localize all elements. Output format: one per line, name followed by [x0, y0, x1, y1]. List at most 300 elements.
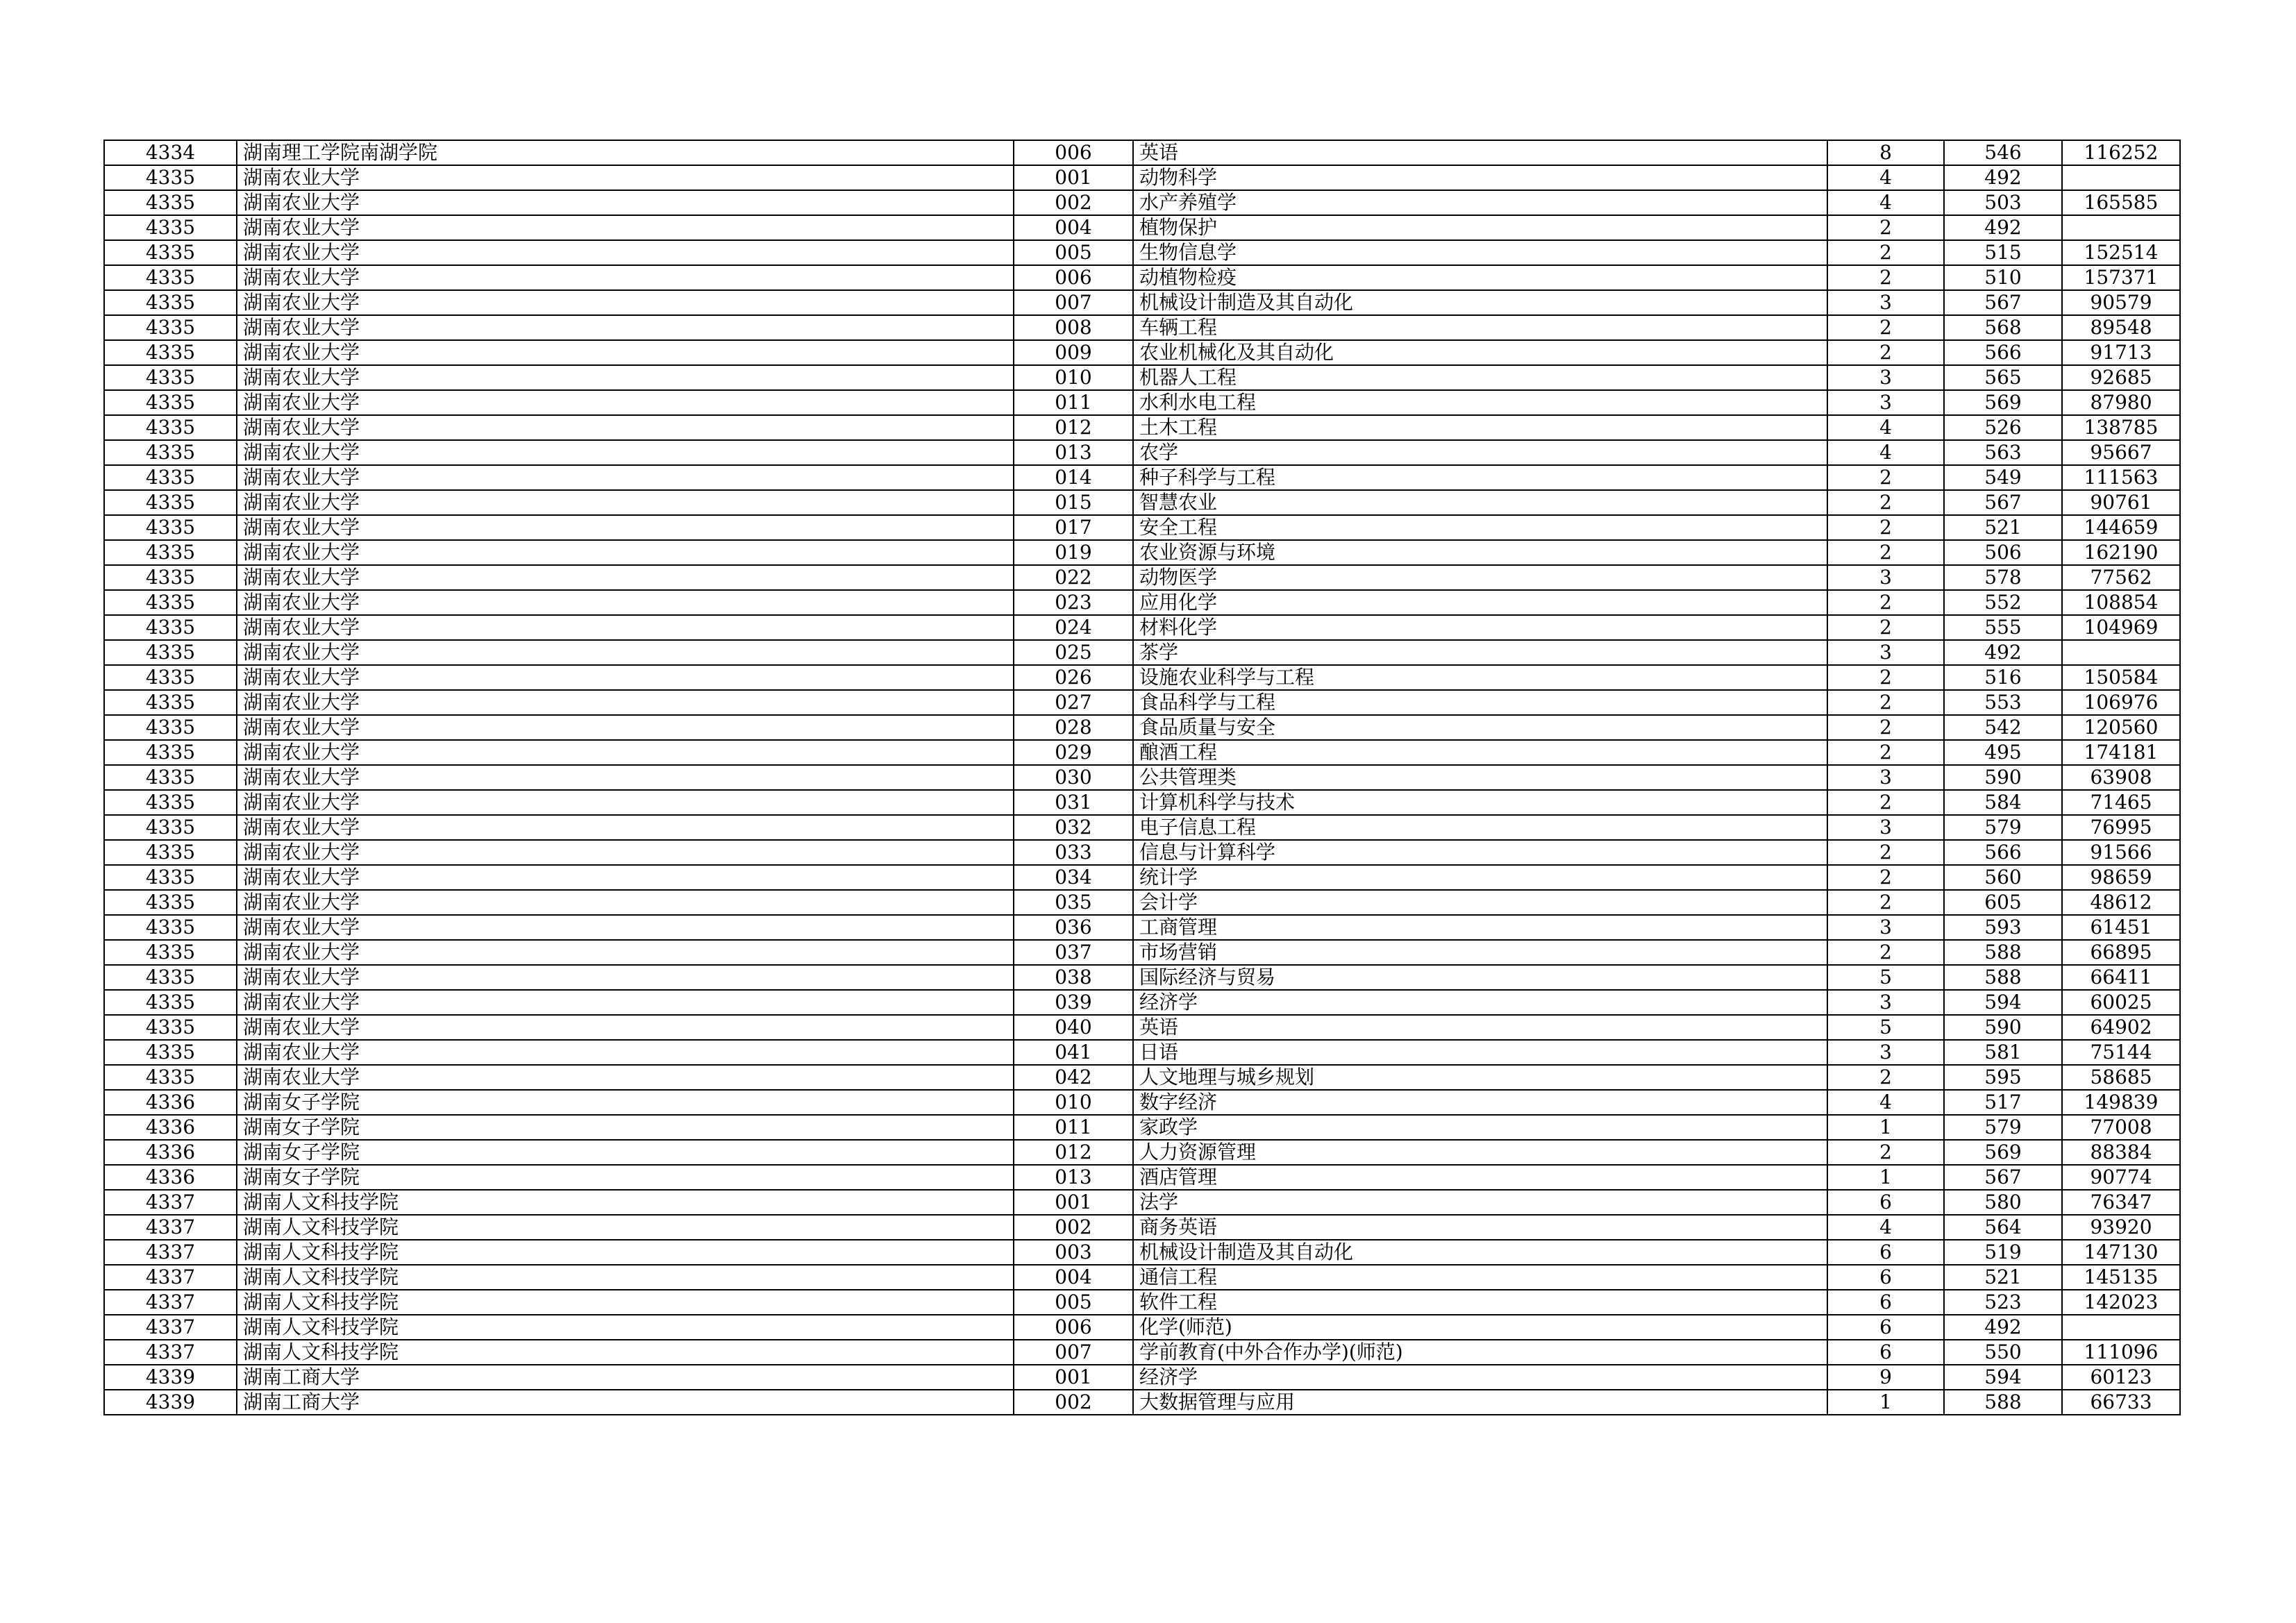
- table-row: [104, 1165, 2180, 1190]
- school-name-cell: 湖南农业大学: [237, 290, 1014, 315]
- major-name-cell: 国际经济与贸易: [1133, 965, 1827, 990]
- major-name-cell: 学前教育(中外合作办学)(师范): [1133, 1340, 1827, 1365]
- table-row: [104, 715, 2180, 740]
- min-score-cell: 521: [1944, 1265, 2062, 1290]
- min-rank-cell: 142023: [2062, 1290, 2180, 1315]
- school-name-cell: 湖南农业大学: [237, 415, 1014, 440]
- plan-count-cell: 4: [1827, 190, 1944, 215]
- table-row: [104, 1390, 2180, 1415]
- plan-count-cell: 2: [1827, 665, 1944, 690]
- major-code-cell: 037: [1014, 940, 1133, 965]
- school-code-cell: 4337: [104, 1290, 237, 1315]
- school-name-cell: 湖南农业大学: [237, 890, 1014, 915]
- plan-count-cell: 6: [1827, 1315, 1944, 1340]
- school-code-cell: 4335: [104, 640, 237, 665]
- major-name-cell: 电子信息工程: [1133, 815, 1827, 840]
- major-code-cell: 026: [1014, 665, 1133, 690]
- min-rank-cell: 95667: [2062, 440, 2180, 465]
- plan-count-cell: 6: [1827, 1265, 1944, 1290]
- major-name-cell: 化学(师范): [1133, 1315, 1827, 1340]
- plan-count-cell: 3: [1827, 565, 1944, 590]
- major-name-cell: 法学: [1133, 1190, 1827, 1215]
- major-name-cell: 大数据管理与应用: [1133, 1390, 1827, 1415]
- min-rank-cell: 66411: [2062, 965, 2180, 990]
- plan-count-cell: 2: [1827, 515, 1944, 540]
- school-code-cell: 4335: [104, 465, 237, 490]
- min-rank-cell: 91566: [2062, 840, 2180, 865]
- school-name-cell: 湖南农业大学: [237, 490, 1014, 515]
- min-rank-cell: 90579: [2062, 290, 2180, 315]
- min-score-cell: 523: [1944, 1290, 2062, 1315]
- major-name-cell: 食品科学与工程: [1133, 690, 1827, 715]
- min-score-cell: 580: [1944, 1190, 2062, 1215]
- school-code-cell: 4337: [104, 1315, 237, 1340]
- min-score-cell: 581: [1944, 1040, 2062, 1065]
- school-code-cell: 4337: [104, 1215, 237, 1240]
- major-name-cell: 英语: [1133, 1015, 1827, 1040]
- school-code-cell: 4339: [104, 1390, 237, 1415]
- table-row: [104, 990, 2180, 1015]
- school-code-cell: 4335: [104, 1015, 237, 1040]
- school-code-cell: 4335: [104, 690, 237, 715]
- min-score-cell: 560: [1944, 865, 2062, 890]
- major-name-cell: 统计学: [1133, 865, 1827, 890]
- major-code-cell: 005: [1014, 240, 1133, 265]
- major-code-cell: 023: [1014, 590, 1133, 615]
- major-name-cell: 英语: [1133, 140, 1827, 165]
- min-rank-cell: 106976: [2062, 690, 2180, 715]
- min-rank-cell: 60025: [2062, 990, 2180, 1015]
- major-name-cell: 车辆工程: [1133, 315, 1827, 340]
- table-row: [104, 640, 2180, 665]
- school-name-cell: 湖南农业大学: [237, 865, 1014, 890]
- min-rank-cell: [2062, 640, 2180, 665]
- min-score-cell: 567: [1944, 290, 2062, 315]
- table-row: [104, 1290, 2180, 1315]
- school-name-cell: 湖南女子学院: [237, 1115, 1014, 1140]
- major-name-cell: 酿酒工程: [1133, 740, 1827, 765]
- plan-count-cell: 3: [1827, 915, 1944, 940]
- major-name-cell: 应用化学: [1133, 590, 1827, 615]
- school-name-cell: 湖南农业大学: [237, 690, 1014, 715]
- plan-count-cell: 2: [1827, 590, 1944, 615]
- plan-count-cell: 1: [1827, 1115, 1944, 1140]
- table-row: [104, 1190, 2180, 1215]
- plan-count-cell: 5: [1827, 1015, 1944, 1040]
- major-code-cell: 012: [1014, 415, 1133, 440]
- table-row: [104, 840, 2180, 865]
- table-row: [104, 1340, 2180, 1365]
- table-row: [104, 1040, 2180, 1065]
- school-name-cell: 湖南女子学院: [237, 1090, 1014, 1115]
- school-code-cell: 4335: [104, 965, 237, 990]
- min-score-cell: 584: [1944, 790, 2062, 815]
- major-name-cell: 人力资源管理: [1133, 1140, 1827, 1165]
- school-name-cell: 湖南农业大学: [237, 240, 1014, 265]
- min-rank-cell: 157371: [2062, 265, 2180, 290]
- major-code-cell: 006: [1014, 1315, 1133, 1340]
- table-row: [104, 1115, 2180, 1140]
- plan-count-cell: 8: [1827, 140, 1944, 165]
- major-code-cell: 013: [1014, 440, 1133, 465]
- table-row: [104, 765, 2180, 790]
- table-row: [104, 165, 2180, 190]
- table-body: [104, 140, 2180, 1415]
- min-rank-cell: 150584: [2062, 665, 2180, 690]
- plan-count-cell: 3: [1827, 390, 1944, 415]
- min-rank-cell: 61451: [2062, 915, 2180, 940]
- min-score-cell: 595: [1944, 1065, 2062, 1090]
- table-row: [104, 1065, 2180, 1090]
- school-code-cell: 4337: [104, 1240, 237, 1265]
- min-rank-cell: 76347: [2062, 1190, 2180, 1215]
- school-code-cell: 4335: [104, 265, 237, 290]
- school-name-cell: 湖南工商大学: [237, 1365, 1014, 1390]
- min-score-cell: 588: [1944, 940, 2062, 965]
- min-rank-cell: 165585: [2062, 190, 2180, 215]
- major-name-cell: 机械设计制造及其自动化: [1133, 290, 1827, 315]
- plan-count-cell: 2: [1827, 740, 1944, 765]
- min-rank-cell: 64902: [2062, 1015, 2180, 1040]
- major-name-cell: 软件工程: [1133, 1290, 1827, 1315]
- table-row: [104, 1265, 2180, 1290]
- plan-count-cell: 2: [1827, 1065, 1944, 1090]
- major-name-cell: 生物信息学: [1133, 240, 1827, 265]
- major-code-cell: 001: [1014, 1190, 1133, 1215]
- school-code-cell: 4337: [104, 1190, 237, 1215]
- school-code-cell: 4335: [104, 665, 237, 690]
- major-name-cell: 市场营销: [1133, 940, 1827, 965]
- major-code-cell: 039: [1014, 990, 1133, 1015]
- table-row: [104, 440, 2180, 465]
- school-code-cell: 4335: [104, 440, 237, 465]
- plan-count-cell: 4: [1827, 1090, 1944, 1115]
- min-rank-cell: 66895: [2062, 940, 2180, 965]
- major-name-cell: 数字经济: [1133, 1090, 1827, 1115]
- school-name-cell: 湖南农业大学: [237, 390, 1014, 415]
- school-name-cell: 湖南农业大学: [237, 590, 1014, 615]
- school-name-cell: 湖南人文科技学院: [237, 1290, 1014, 1315]
- table-row: [104, 190, 2180, 215]
- min-score-cell: 492: [1944, 640, 2062, 665]
- min-rank-cell: 91713: [2062, 340, 2180, 365]
- plan-count-cell: 2: [1827, 1140, 1944, 1165]
- major-code-cell: 033: [1014, 840, 1133, 865]
- table-row: [104, 315, 2180, 340]
- school-code-cell: 4335: [104, 340, 237, 365]
- min-rank-cell: 108854: [2062, 590, 2180, 615]
- major-code-cell: 009: [1014, 340, 1133, 365]
- school-name-cell: 湖南农业大学: [237, 265, 1014, 290]
- school-name-cell: 湖南人文科技学院: [237, 1215, 1014, 1240]
- table-row: [104, 1240, 2180, 1265]
- min-rank-cell: 58685: [2062, 1065, 2180, 1090]
- major-code-cell: 038: [1014, 965, 1133, 990]
- school-code-cell: 4335: [104, 540, 237, 565]
- min-score-cell: 521: [1944, 515, 2062, 540]
- min-rank-cell: 116252: [2062, 140, 2180, 165]
- major-name-cell: 安全工程: [1133, 515, 1827, 540]
- school-name-cell: 湖南工商大学: [237, 1390, 1014, 1415]
- major-code-cell: 042: [1014, 1065, 1133, 1090]
- major-code-cell: 006: [1014, 140, 1133, 165]
- min-score-cell: 578: [1944, 565, 2062, 590]
- min-score-cell: 566: [1944, 340, 2062, 365]
- major-code-cell: 007: [1014, 290, 1133, 315]
- plan-count-cell: 5: [1827, 965, 1944, 990]
- table-row: [104, 240, 2180, 265]
- school-code-cell: 4335: [104, 590, 237, 615]
- min-score-cell: 515: [1944, 240, 2062, 265]
- table-row: [104, 665, 2180, 690]
- plan-count-cell: 6: [1827, 1340, 1944, 1365]
- min-rank-cell: 162190: [2062, 540, 2180, 565]
- school-name-cell: 湖南农业大学: [237, 940, 1014, 965]
- min-rank-cell: 63908: [2062, 765, 2180, 790]
- table-row: [104, 290, 2180, 315]
- school-name-cell: 湖南农业大学: [237, 765, 1014, 790]
- school-name-cell: 湖南人文科技学院: [237, 1190, 1014, 1215]
- min-rank-cell: 152514: [2062, 240, 2180, 265]
- school-name-cell: 湖南女子学院: [237, 1140, 1014, 1165]
- table-row: [104, 890, 2180, 915]
- major-name-cell: 计算机科学与技术: [1133, 790, 1827, 815]
- major-name-cell: 信息与计算科学: [1133, 840, 1827, 865]
- school-name-cell: 湖南人文科技学院: [237, 1265, 1014, 1290]
- min-score-cell: 552: [1944, 590, 2062, 615]
- min-score-cell: 519: [1944, 1240, 2062, 1265]
- plan-count-cell: 2: [1827, 615, 1944, 640]
- major-name-cell: 经济学: [1133, 1365, 1827, 1390]
- min-rank-cell: 111096: [2062, 1340, 2180, 1365]
- min-score-cell: 553: [1944, 690, 2062, 715]
- min-rank-cell: 93920: [2062, 1215, 2180, 1240]
- major-code-cell: 004: [1014, 1265, 1133, 1290]
- plan-count-cell: 2: [1827, 790, 1944, 815]
- major-name-cell: 经济学: [1133, 990, 1827, 1015]
- min-rank-cell: 87980: [2062, 390, 2180, 415]
- school-name-cell: 湖南农业大学: [237, 665, 1014, 690]
- plan-count-cell: 4: [1827, 440, 1944, 465]
- min-score-cell: 579: [1944, 815, 2062, 840]
- min-rank-cell: 147130: [2062, 1240, 2180, 1265]
- table-row: [104, 790, 2180, 815]
- min-rank-cell: 98659: [2062, 865, 2180, 890]
- school-name-cell: 湖南农业大学: [237, 790, 1014, 815]
- plan-count-cell: 6: [1827, 1240, 1944, 1265]
- table-row: [104, 390, 2180, 415]
- min-score-cell: 549: [1944, 465, 2062, 490]
- table-row: [104, 615, 2180, 640]
- school-code-cell: 4335: [104, 365, 237, 390]
- min-rank-cell: 138785: [2062, 415, 2180, 440]
- school-code-cell: 4335: [104, 840, 237, 865]
- plan-count-cell: 2: [1827, 715, 1944, 740]
- school-name-cell: 湖南理工学院南湖学院: [237, 140, 1014, 165]
- table-row: [104, 590, 2180, 615]
- plan-count-cell: 2: [1827, 540, 1944, 565]
- min-rank-cell: 66733: [2062, 1390, 2180, 1415]
- major-name-cell: 商务英语: [1133, 1215, 1827, 1240]
- plan-count-cell: 2: [1827, 315, 1944, 340]
- school-code-cell: 4335: [104, 315, 237, 340]
- major-name-cell: 动物医学: [1133, 565, 1827, 590]
- min-score-cell: 542: [1944, 715, 2062, 740]
- table-row: [104, 340, 2180, 365]
- plan-count-cell: 3: [1827, 990, 1944, 1015]
- min-score-cell: 605: [1944, 890, 2062, 915]
- table-row: [104, 1090, 2180, 1115]
- plan-count-cell: 2: [1827, 215, 1944, 240]
- school-name-cell: 湖南人文科技学院: [237, 1240, 1014, 1265]
- major-code-cell: 002: [1014, 190, 1133, 215]
- min-score-cell: 555: [1944, 615, 2062, 640]
- major-code-cell: 010: [1014, 365, 1133, 390]
- major-name-cell: 家政学: [1133, 1115, 1827, 1140]
- school-code-cell: 4337: [104, 1265, 237, 1290]
- min-rank-cell: 75144: [2062, 1040, 2180, 1065]
- school-name-cell: 湖南农业大学: [237, 815, 1014, 840]
- min-rank-cell: [2062, 165, 2180, 190]
- table-row: [104, 1215, 2180, 1240]
- table-row: [104, 1015, 2180, 1040]
- school-name-cell: 湖南农业大学: [237, 615, 1014, 640]
- school-code-cell: 4335: [104, 615, 237, 640]
- school-name-cell: 湖南农业大学: [237, 740, 1014, 765]
- min-rank-cell: 90774: [2062, 1165, 2180, 1190]
- school-name-cell: 湖南农业大学: [237, 215, 1014, 240]
- school-code-cell: 4335: [104, 915, 237, 940]
- school-name-cell: 湖南农业大学: [237, 565, 1014, 590]
- min-score-cell: 567: [1944, 490, 2062, 515]
- plan-count-cell: 3: [1827, 640, 1944, 665]
- plan-count-cell: 3: [1827, 815, 1944, 840]
- school-name-cell: 湖南农业大学: [237, 1040, 1014, 1065]
- school-code-cell: 4335: [104, 740, 237, 765]
- school-code-cell: 4335: [104, 790, 237, 815]
- major-code-cell: 005: [1014, 1290, 1133, 1315]
- major-name-cell: 食品质量与安全: [1133, 715, 1827, 740]
- plan-count-cell: 2: [1827, 940, 1944, 965]
- major-code-cell: 036: [1014, 915, 1133, 940]
- school-name-cell: 湖南农业大学: [237, 990, 1014, 1015]
- min-score-cell: 564: [1944, 1215, 2062, 1240]
- school-code-cell: 4335: [104, 515, 237, 540]
- school-name-cell: 湖南农业大学: [237, 915, 1014, 940]
- major-name-cell: 人文地理与城乡规划: [1133, 1065, 1827, 1090]
- min-score-cell: 492: [1944, 1315, 2062, 1340]
- school-code-cell: 4335: [104, 890, 237, 915]
- plan-count-cell: 4: [1827, 415, 1944, 440]
- min-score-cell: 590: [1944, 1015, 2062, 1040]
- major-code-cell: 030: [1014, 765, 1133, 790]
- plan-count-cell: 2: [1827, 890, 1944, 915]
- major-code-cell: 031: [1014, 790, 1133, 815]
- table-row: [104, 515, 2180, 540]
- school-code-cell: 4335: [104, 565, 237, 590]
- major-name-cell: 植物保护: [1133, 215, 1827, 240]
- school-code-cell: 4335: [104, 190, 237, 215]
- major-code-cell: 011: [1014, 1115, 1133, 1140]
- plan-count-cell: 4: [1827, 165, 1944, 190]
- min-score-cell: 594: [1944, 990, 2062, 1015]
- min-score-cell: 569: [1944, 390, 2062, 415]
- major-name-cell: 土木工程: [1133, 415, 1827, 440]
- school-name-cell: 湖南农业大学: [237, 340, 1014, 365]
- plan-count-cell: 3: [1827, 365, 1944, 390]
- school-name-cell: 湖南农业大学: [237, 190, 1014, 215]
- major-name-cell: 通信工程: [1133, 1265, 1827, 1290]
- school-name-cell: 湖南农业大学: [237, 840, 1014, 865]
- school-code-cell: 4335: [104, 865, 237, 890]
- school-name-cell: 湖南农业大学: [237, 640, 1014, 665]
- major-name-cell: 水利水电工程: [1133, 390, 1827, 415]
- major-code-cell: 015: [1014, 490, 1133, 515]
- major-code-cell: 014: [1014, 465, 1133, 490]
- min-rank-cell: 111563: [2062, 465, 2180, 490]
- major-code-cell: 040: [1014, 1015, 1133, 1040]
- major-code-cell: 035: [1014, 890, 1133, 915]
- major-code-cell: 025: [1014, 640, 1133, 665]
- school-name-cell: 湖南农业大学: [237, 1065, 1014, 1090]
- table-row: [104, 815, 2180, 840]
- plan-count-cell: 2: [1827, 490, 1944, 515]
- plan-count-cell: 9: [1827, 1365, 1944, 1390]
- school-name-cell: 湖南农业大学: [237, 165, 1014, 190]
- plan-count-cell: 2: [1827, 840, 1944, 865]
- major-name-cell: 机械设计制造及其自动化: [1133, 1240, 1827, 1265]
- school-name-cell: 湖南农业大学: [237, 465, 1014, 490]
- min-score-cell: 588: [1944, 1390, 2062, 1415]
- major-code-cell: 001: [1014, 165, 1133, 190]
- min-rank-cell: 88384: [2062, 1140, 2180, 1165]
- school-name-cell: 湖南农业大学: [237, 1015, 1014, 1040]
- school-name-cell: 湖南农业大学: [237, 540, 1014, 565]
- school-code-cell: 4336: [104, 1115, 237, 1140]
- plan-count-cell: 2: [1827, 465, 1944, 490]
- min-score-cell: 594: [1944, 1365, 2062, 1390]
- major-code-cell: 029: [1014, 740, 1133, 765]
- table-row: [104, 490, 2180, 515]
- school-name-cell: 湖南农业大学: [237, 315, 1014, 340]
- major-code-cell: 011: [1014, 390, 1133, 415]
- min-rank-cell: 174181: [2062, 740, 2180, 765]
- major-code-cell: 024: [1014, 615, 1133, 640]
- min-score-cell: 503: [1944, 190, 2062, 215]
- major-code-cell: 001: [1014, 1365, 1133, 1390]
- major-code-cell: 008: [1014, 315, 1133, 340]
- table-row: [104, 1315, 2180, 1340]
- table-row: [104, 565, 2180, 590]
- school-code-cell: 4335: [104, 990, 237, 1015]
- major-code-cell: 002: [1014, 1390, 1133, 1415]
- min-rank-cell: [2062, 215, 2180, 240]
- table-row: [104, 465, 2180, 490]
- table-row: [104, 140, 2180, 165]
- school-code-cell: 4335: [104, 240, 237, 265]
- school-name-cell: 湖南女子学院: [237, 1165, 1014, 1190]
- major-name-cell: 动物科学: [1133, 165, 1827, 190]
- min-score-cell: 590: [1944, 765, 2062, 790]
- plan-count-cell: 2: [1827, 865, 1944, 890]
- school-code-cell: 4335: [104, 165, 237, 190]
- min-rank-cell: 145135: [2062, 1265, 2180, 1290]
- min-score-cell: 563: [1944, 440, 2062, 465]
- major-name-cell: 农业机械化及其自动化: [1133, 340, 1827, 365]
- min-score-cell: 506: [1944, 540, 2062, 565]
- major-code-cell: 012: [1014, 1140, 1133, 1165]
- table-row: [104, 365, 2180, 390]
